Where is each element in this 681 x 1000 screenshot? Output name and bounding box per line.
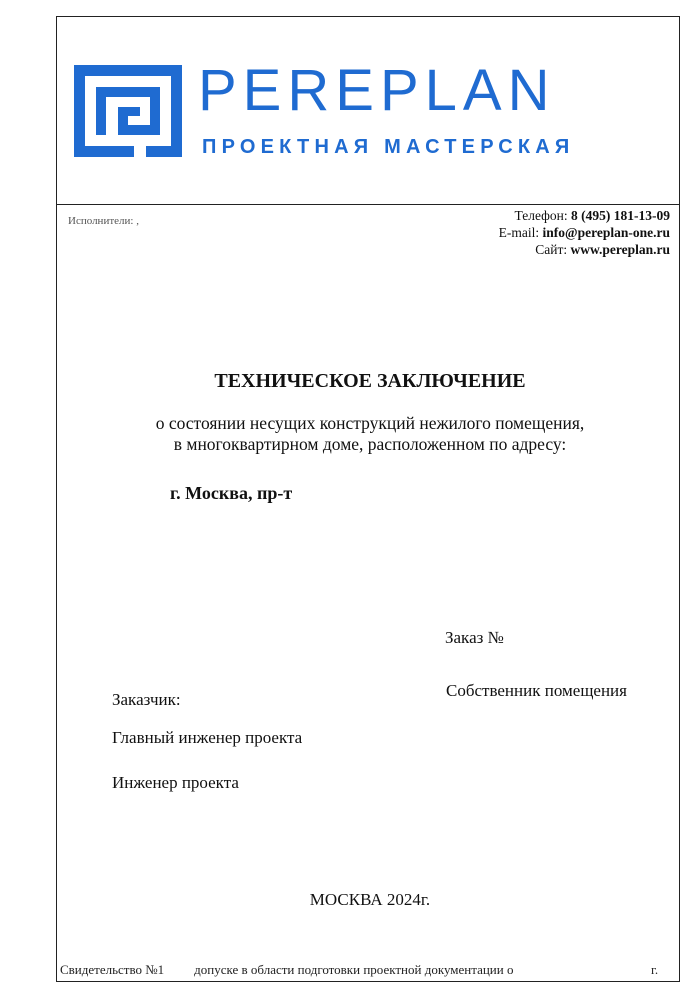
email-value[interactable]: info@pereplan-one.ru [542, 225, 670, 240]
contacts-block [499, 207, 670, 258]
engineer-label: Инженер проекта [112, 773, 239, 792]
owner-label: Собственник помещения [446, 681, 627, 700]
certificate-text: допуске в области подготовки проектной документации о [194, 962, 514, 977]
customer-label: Заказчик: [112, 690, 181, 709]
executors-label: Исполнители: , [68, 215, 139, 227]
certificate-line [60, 962, 513, 978]
city-year: МОСКВА 2024г. [309, 890, 431, 909]
site-value[interactable]: www.pereplan.ru [570, 242, 670, 257]
phone-label: Телефон: [514, 208, 572, 223]
document-title: ТЕХНИЧЕСКОЕ ЗАКЛЮЧЕНИЕ [214, 370, 526, 392]
subtitle-line-2: в многоквартирном доме, расположенном по адресу: [173, 434, 567, 454]
certificate-tail: г. [651, 962, 659, 977]
brand-subtitle: ПРОЕКТНАЯ МАСТЕРСКАЯ [202, 136, 575, 158]
chief-engineer-label: Главный инженер проекта [112, 728, 303, 747]
order-number-label: Заказ № [445, 628, 504, 647]
phone-line [499, 207, 670, 224]
square-spiral-logo-icon [74, 65, 182, 157]
email-line [499, 224, 670, 241]
document-subtitle [0, 413, 681, 455]
phone-value: 8 (495) 181-13-09 [571, 208, 670, 223]
email-label: E-mail: [498, 225, 543, 240]
address: г. Москва, пр-т [170, 483, 293, 503]
subtitle-line-1: о состоянии несущих конструкций нежилого помещения, [155, 413, 585, 433]
site-line [499, 241, 670, 258]
brand-name: PEREPLAN [198, 58, 556, 123]
site-label: Сайт: [535, 242, 571, 257]
certificate-prefix: Свидетельство №1 [60, 962, 165, 977]
